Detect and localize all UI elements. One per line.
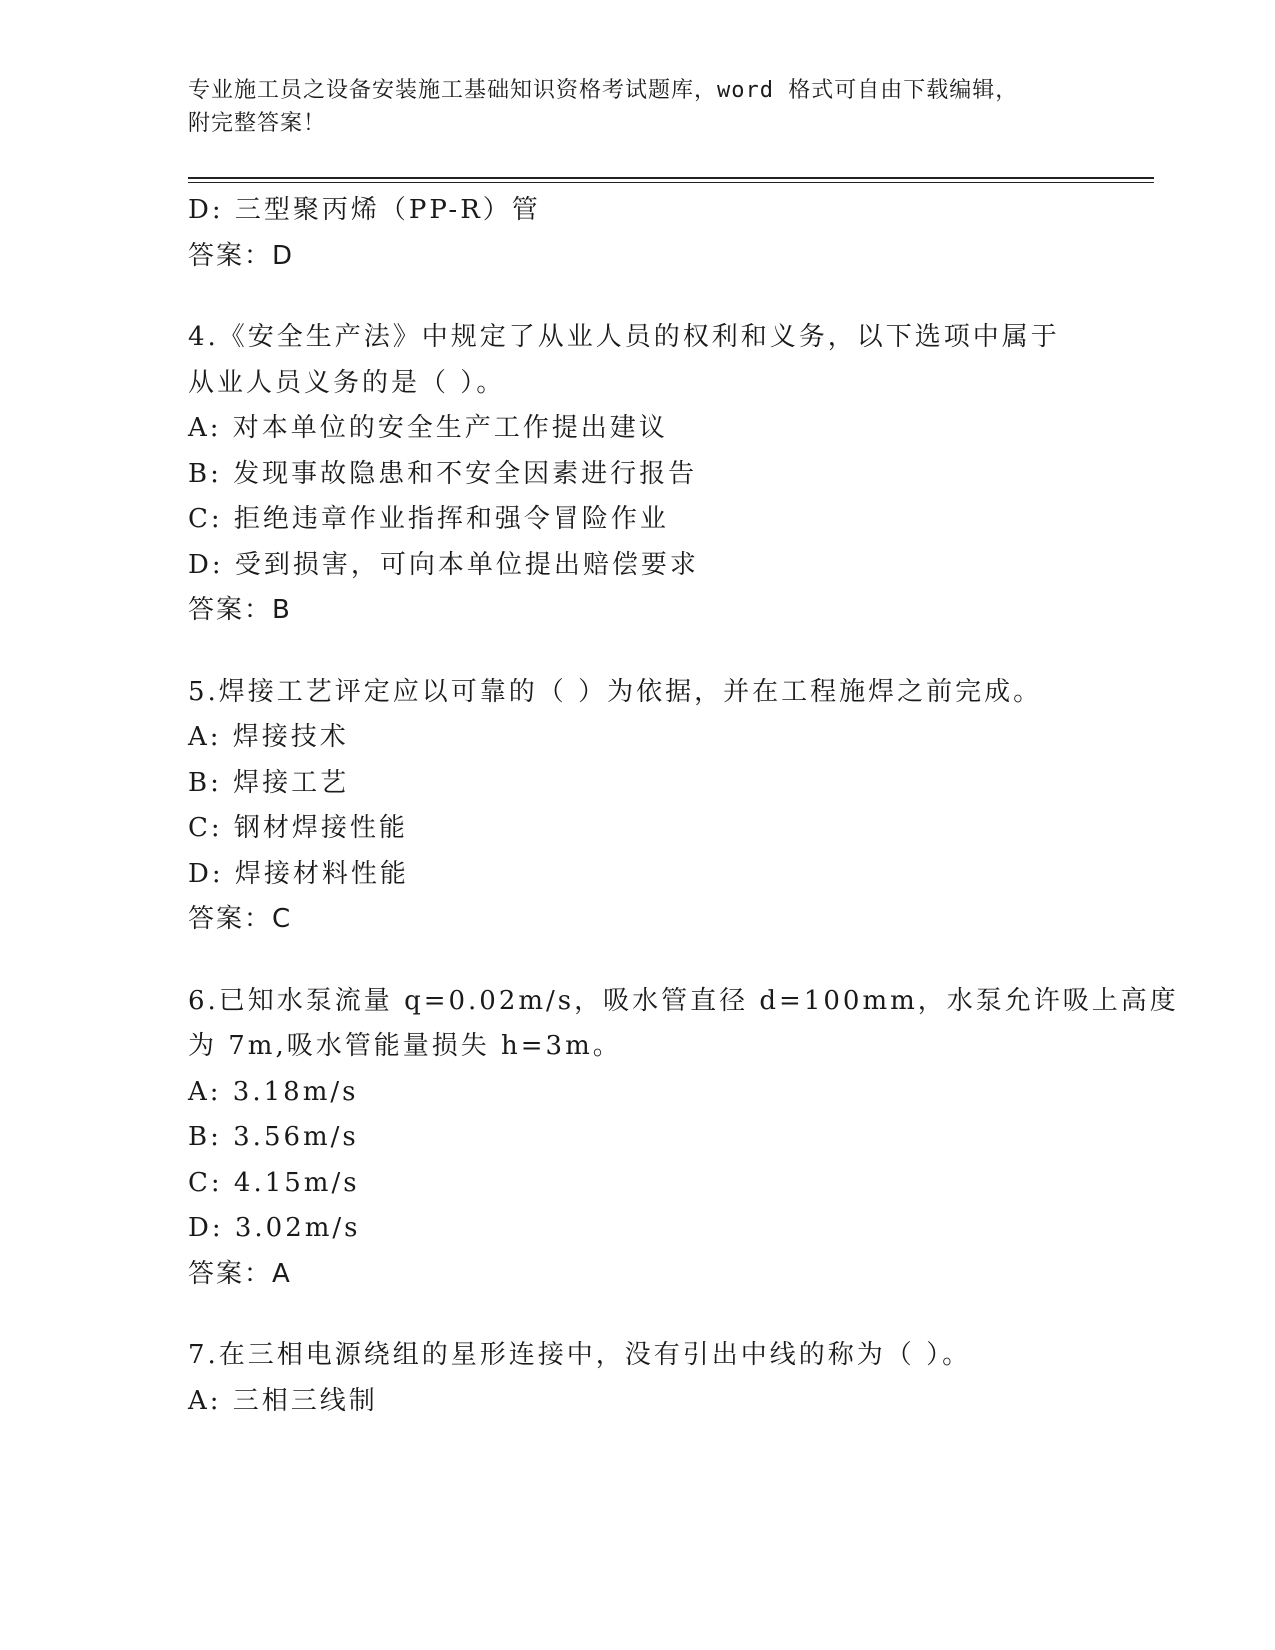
- option-b: B: 焊接工艺: [188, 767, 350, 798]
- option-b: B: 发现事故隐患和不安全因素进行报告: [188, 458, 698, 489]
- option-a: A: 三相三线制: [188, 1385, 378, 1416]
- spacer: [188, 1297, 1128, 1333]
- question-4: [188, 315, 1128, 634]
- header-rule-thick: [188, 177, 1154, 179]
- spacer: [188, 279, 1128, 315]
- header-rule-thin: [188, 182, 1154, 183]
- question-7: [188, 1333, 1128, 1424]
- header-line-1: 专业施工员之设备安装施工基础知识资格考试题库，word 格式可自由下载编辑，: [188, 78, 1019, 103]
- option-d: D: 受到损害，可向本单位提出赔偿要求: [188, 549, 699, 580]
- answer: 答案：D: [188, 240, 295, 271]
- option-d: D: 3.02m/s: [188, 1213, 361, 1243]
- document-header: [188, 74, 1088, 140]
- question-stem: 7.在三相电源绕组的星形连接中，没有引出中线的称为（ ）。: [188, 1340, 972, 1370]
- question-3: [188, 188, 1128, 279]
- question-6: [188, 979, 1179, 1298]
- option-c: C: 拒绝违章作业指挥和强令冒险作业: [188, 504, 669, 534]
- question-stem-cont: 从业人员义务的是（ ）。: [188, 367, 506, 398]
- spacer: [188, 943, 1128, 979]
- question-stem: 6.已知水泵流量 q=0.02m/s，吸水管直径 d=100mm，水泵允许吸上高度: [188, 985, 1179, 1016]
- spacer: [188, 634, 1128, 670]
- question-stem: 5.焊接工艺评定应以可靠的（ ）为依据，并在工程施焊之前完成。: [188, 676, 1043, 707]
- option-b: B: 3.56m/s: [188, 1122, 359, 1152]
- answer: 答案：A: [188, 1258, 292, 1289]
- option-a: A: 3.18m/s: [188, 1076, 359, 1107]
- question-stem-cont: 为 7m,吸水管能量损失 h=3m。: [188, 1031, 622, 1061]
- option-d: D: 三型聚丙烯（PP-R）管: [188, 195, 541, 225]
- header-line-2: 附完整答案！: [188, 111, 327, 136]
- answer: 答案：C: [188, 904, 293, 934]
- option-c: C: 钢材焊接性能: [188, 813, 408, 843]
- option-d: D: 焊接材料性能: [188, 858, 409, 889]
- question-5: [188, 670, 1128, 943]
- option-a: A: 对本单位的安全生产工作提出建议: [188, 413, 668, 443]
- question-list: [188, 188, 1179, 1424]
- question-stem: 4.《安全生产法》中规定了从业人员的权利和义务，以下选项中属于: [188, 322, 1060, 352]
- option-a: A: 焊接技术: [188, 722, 349, 752]
- option-c: C: 4.15m/s: [188, 1167, 360, 1198]
- answer: 答案：B: [188, 595, 292, 625]
